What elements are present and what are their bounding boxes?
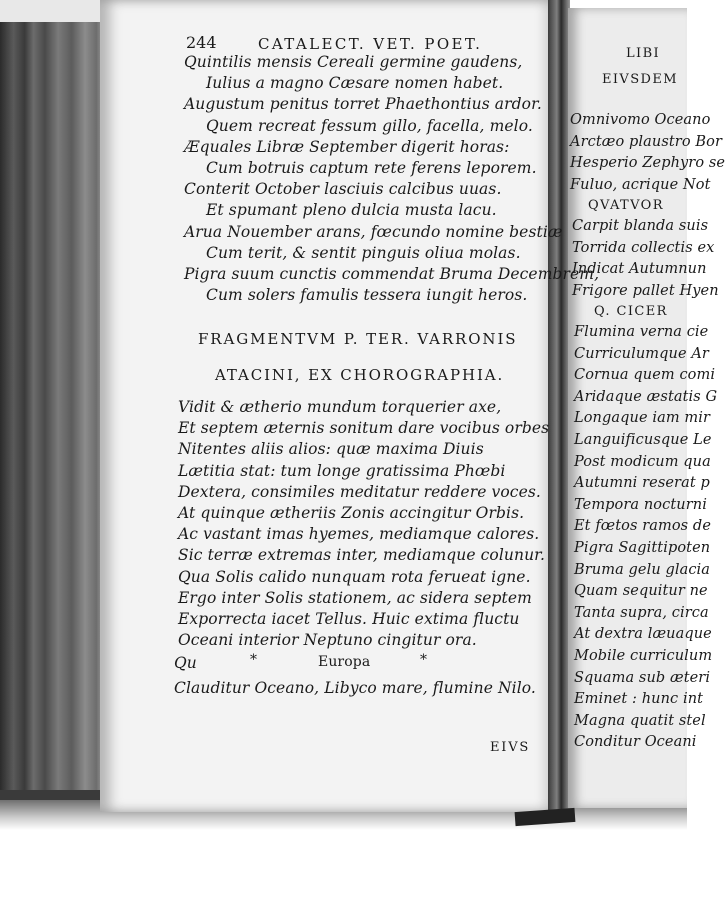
right-sub-head-1: QVATVOR xyxy=(588,198,664,213)
text-line: Lætitia stat: tum longe gratissima Phœbi xyxy=(178,461,506,480)
right-running-head: LIBI xyxy=(626,46,661,61)
lacuna-start: Qu xyxy=(174,654,197,672)
text-line: Languificusque Le xyxy=(574,432,712,448)
text-line: Cornua quem comi xyxy=(574,367,716,384)
lacuna-word: Europa xyxy=(318,654,371,670)
text-line: Torrida collectis ex xyxy=(572,239,715,256)
text-line: Tanta supra, circa xyxy=(574,604,709,621)
right-sub-head-2: Q. CICER xyxy=(594,304,668,319)
text-line: Pigra suum cunctis commendat Bruma Decembrem, xyxy=(184,265,600,283)
text-line: Autumni reserat p xyxy=(574,475,710,492)
text-line: Ac vastant imas hyemes, mediamque calores. xyxy=(178,525,540,544)
text-line: Flumina verna cie xyxy=(574,324,709,340)
text-line: Cum solers famulis tessera iungit heros. xyxy=(206,286,528,305)
section-title-1: FRAGMENTVM P. TER. VARRONIS xyxy=(198,330,518,348)
page-number: 244 xyxy=(186,33,217,52)
text-line: Sic terræ extremas inter, mediamque colunur. xyxy=(178,546,545,565)
book-edge-left xyxy=(0,0,112,808)
text-line: Quem recreat fessum gillo, facella, melo. xyxy=(206,116,533,135)
text-line: Dextera, consimiles meditatur reddere voces. xyxy=(178,482,541,501)
section-title-2: ATACINI, EX CHOROGRAPHIA. xyxy=(215,366,505,384)
fragment-last-line: Clauditur Oceano, Libyco mare, flumine Nilo. xyxy=(174,679,536,697)
text-line: At quinque ætheriis Zonis accingitur Orbis. xyxy=(178,504,525,522)
text-line: Conterit October lasciuis calcibus uuas. xyxy=(184,180,502,199)
right-page xyxy=(568,8,725,808)
text-line: Et fœtos ramos de xyxy=(574,518,712,535)
text-line: Eminet : hunc int xyxy=(574,691,704,708)
text-line: Mobile curriculum xyxy=(574,648,713,664)
text-line: Quam sequitur ne xyxy=(574,583,708,600)
text-line: Et spumant pleno dulcia musta lacu. xyxy=(206,201,497,220)
text-line: Conditur Oceani xyxy=(574,734,697,751)
text-line: Arua Nouember arans, fœcundo nomine bestiæ xyxy=(184,222,563,241)
text-line: Quintilis mensis Cereali germine gaudens, xyxy=(184,53,523,71)
text-line: Hesperio Zephyro se xyxy=(570,155,725,171)
text-line: Post modicum qua xyxy=(574,453,711,470)
text-line: Qua Solis calido nunquam rota ferueat igne. xyxy=(178,567,531,586)
text-line: Tempora nocturni xyxy=(574,496,707,513)
text-line: Indicat Autumnun xyxy=(572,261,707,277)
text-line: Exporrecta iacet Tellus. Huic extima fluctu xyxy=(178,610,520,628)
text-line: Cum botruis captum rete ferens leporem. xyxy=(206,159,537,177)
text-line: Magna quatit stel xyxy=(574,712,706,729)
lacuna-star-1: * xyxy=(250,652,257,668)
running-head: CATALECT. VET. POET. xyxy=(258,35,483,53)
text-line: Oceani interior Neptuno cingitur ora. xyxy=(178,631,477,650)
text-line: Et septem æternis sonitum dare vocibus orbes xyxy=(178,419,550,438)
text-line: Æquales Libræ September digerit horas: xyxy=(184,137,510,156)
text-line: Augustum penitus torret Phaethontius ardor. xyxy=(184,95,542,114)
catchword: EIVS xyxy=(490,740,531,755)
text-line: Fuluo, acrique Not xyxy=(570,176,711,193)
text-line: Nitentes aliis alios: quæ maxima Diuis xyxy=(178,440,484,459)
text-line: Aridaque æstatis G xyxy=(574,388,718,405)
text-line: Pigra Sagittipoten xyxy=(574,540,711,556)
text-line: Bruma gelu glacia xyxy=(574,561,711,578)
text-line: Curriculumque Ar xyxy=(574,345,709,362)
text-line: Frigore pallet Hyen xyxy=(572,282,719,299)
book-gutter xyxy=(548,0,570,820)
text-line: Longaque iam mir xyxy=(574,410,710,427)
text-line: Cum terit, & sentit pinguis oliua molas. xyxy=(206,243,521,262)
text-line: Arctæo plaustro Bor xyxy=(570,133,722,150)
right-section-head: EIVSDEM xyxy=(602,72,678,87)
text-line: Ergo inter Solis stationem, ac sidera septem xyxy=(178,588,532,607)
lacuna-star-2: * xyxy=(420,652,427,668)
text-line: Vidit & ætherio mundum torquerier axe, xyxy=(178,398,502,416)
text-line: Squama sub æteri xyxy=(574,669,711,686)
text-line: Carpit blanda suis xyxy=(572,218,709,234)
text-line: Omnivomo Oceano xyxy=(570,112,711,128)
text-line: At dextra læuaque xyxy=(574,626,712,643)
text-line: Iulius a magno Cæsare nomen habet. xyxy=(206,74,504,93)
edge-highlight xyxy=(0,0,112,22)
